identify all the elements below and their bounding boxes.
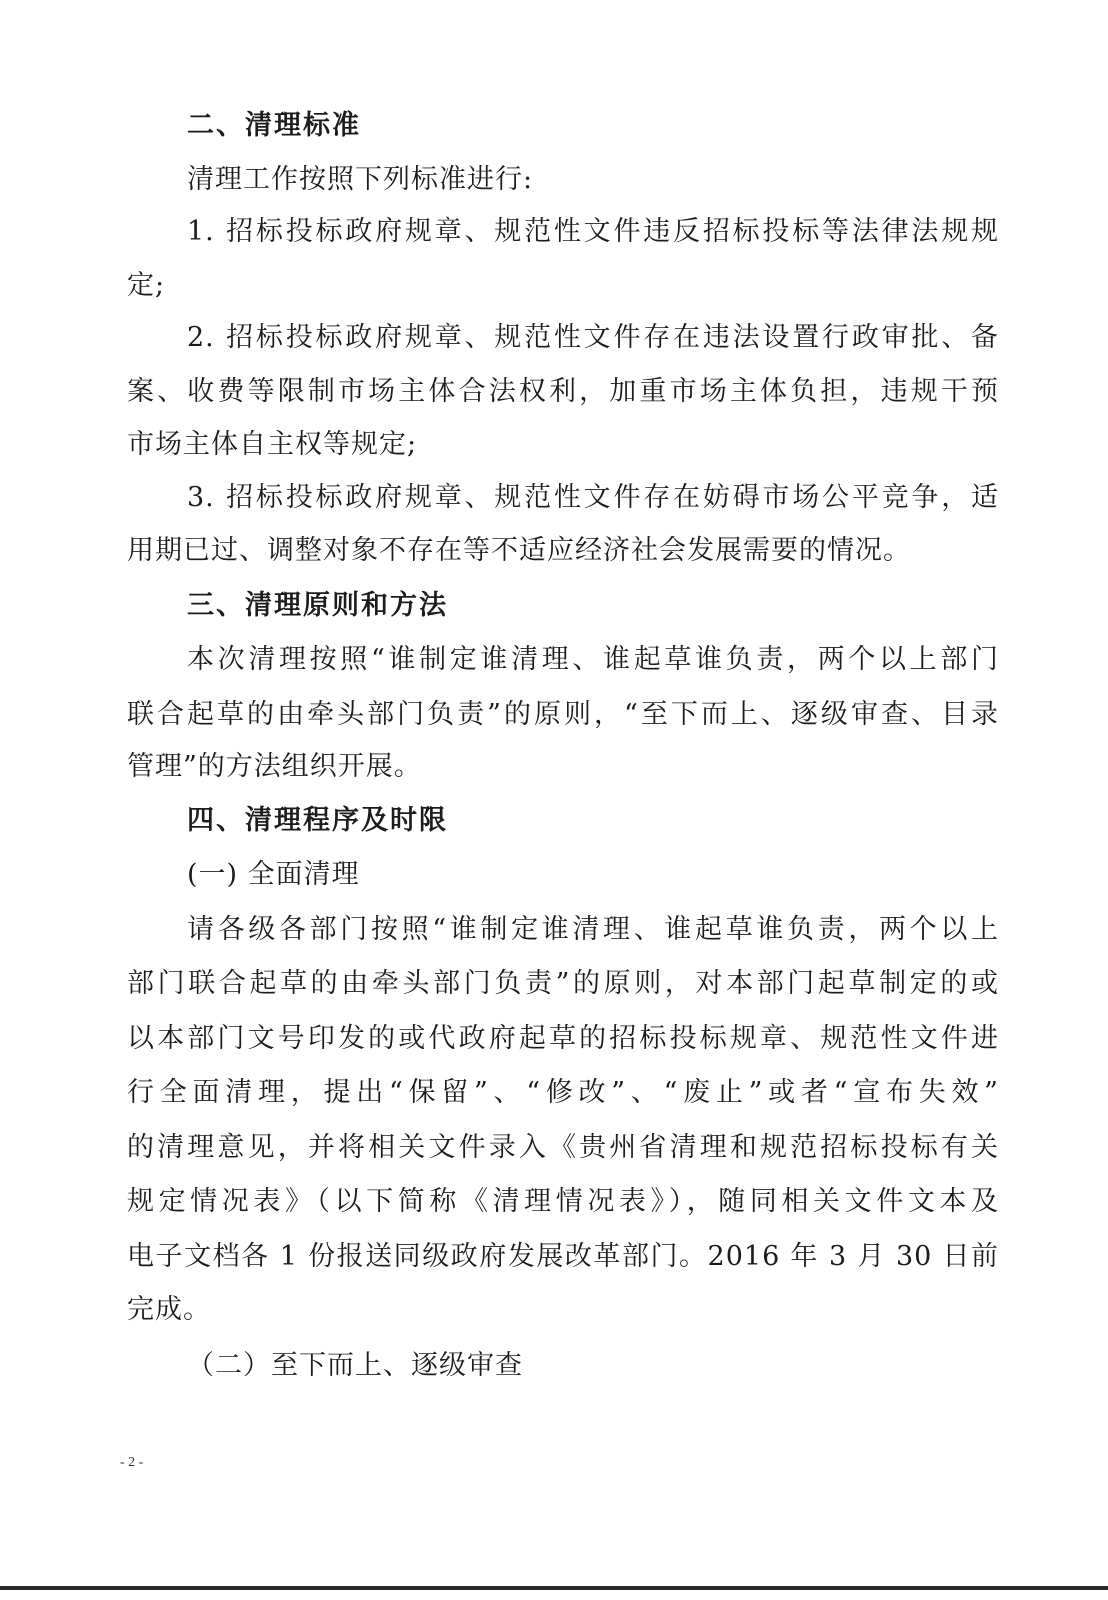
subsection-heading-1: (一) 全面清理	[187, 859, 360, 890]
page-number: - 2 -	[120, 1455, 144, 1470]
bottom-border	[0, 1586, 1108, 1590]
paragraph-line: 以本部门文号印发的或代政府起草的招标投标规章、规范性文件进	[127, 1023, 999, 1054]
section-heading-3: 三、清理原则和方法	[187, 590, 448, 621]
paragraph-line: 规定情况表》（以下简称《清理情况表》），随同相关文件文本及	[127, 1186, 999, 1217]
paragraph-line: 联合起草的由牵头部门负责”的原则，“至下而上、逐级审查、目录	[127, 699, 999, 730]
paragraph-line: 案、收费等限制市场主体合法权利，加重市场主体负担，违规干预	[127, 376, 999, 407]
paragraph-line: 的清理意见，并将相关文件录入《贵州省清理和规范招标投标有关	[127, 1132, 999, 1163]
paragraph-line: 完成。	[127, 1294, 211, 1325]
paragraph-line: 部门联合起草的由牵头部门负责”的原则，对本部门起草制定的或	[127, 968, 999, 999]
paragraph-line: 3. 招标投标政府规章、规范性文件存在妨碍市场公平竞争，适	[187, 482, 999, 513]
paragraph-line: 管理”的方法组织开展。	[127, 751, 422, 782]
subsection-heading-2: （二）至下而上、逐级审查	[187, 1350, 523, 1381]
section-heading-4: 四、清理程序及时限	[187, 805, 448, 836]
paragraph-line: 市场主体自主权等规定;	[127, 429, 418, 460]
paragraph-line: 定;	[127, 270, 166, 301]
paragraph-line: 行全面清理，提出“保留”、“修改”、“废止”或者“宣布失效”	[127, 1077, 999, 1108]
paragraph-line: 2. 招标投标政府规章、规范性文件存在违法设置行政审批、备	[187, 322, 999, 353]
paragraph-line: 请各级各部门按照“谁制定谁清理、谁起草谁负责，两个以上	[187, 914, 999, 945]
paragraph-line: 用期已过、调整对象不存在等不适应经济社会发展需要的情况。	[127, 535, 911, 566]
paragraph-line: 电子文档各 1 份报送同级政府发展改革部门。2016 年 3 月 30 日前	[127, 1241, 999, 1272]
paragraph-line: 本次清理按照“谁制定谁清理、谁起草谁负责，两个以上部门	[187, 644, 999, 675]
paragraph-line: 1. 招标投标政府规章、规范性文件违反招标投标等法律法规规	[187, 216, 999, 247]
paragraph-line: 清理工作按照下列标准进行:	[187, 164, 534, 195]
section-heading-2: 二、清理标准	[187, 110, 361, 141]
